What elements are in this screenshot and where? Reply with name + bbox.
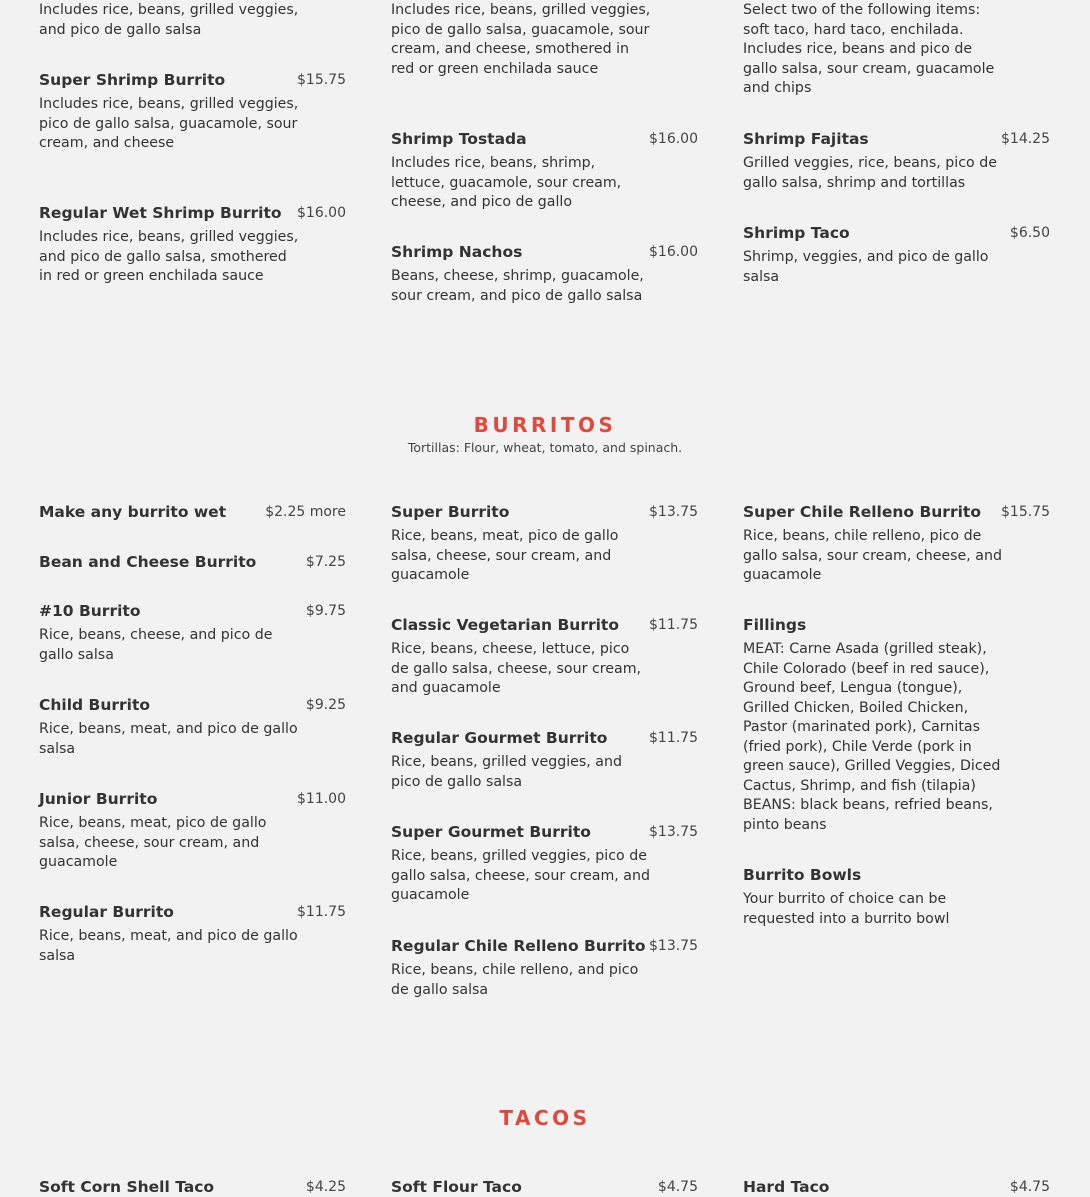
- item-name: Shrimp Fajitas: [743, 130, 869, 148]
- menu-item-soft-flour-taco: [391, 1177, 698, 1197]
- menu-item-classic-vegetarian-burrito: [391, 615, 698, 699]
- item-price: $6.50: [1009, 225, 1050, 241]
- section-subtitle-burritos: Tortillas: Flour, wheat, tomato, and spinach.: [407, 440, 683, 455]
- menu-item-fillings: [743, 615, 1050, 835]
- item-description: Includes rice, beans, grilled veggies, pico de gallo salsa, guacamole, sour cream, and cheese, smothered in red or green enchilada sauce: [391, 2, 651, 77]
- item-name: Regular Chile Relleno Burrito: [391, 937, 646, 955]
- item-description: Rice, beans, cheese, lettuce, pico de gallo salsa, cheese, sour cream, and guacamole: [391, 641, 642, 696]
- item-price: $9.75: [305, 603, 346, 619]
- item-name: Shrimp Nachos: [391, 243, 523, 261]
- item-name: Burrito Bowls: [743, 866, 862, 884]
- item-description: Includes rice, beans, grilled veggies, and pico de gallo salsa, smothered in red or green enchilada sauce: [39, 229, 299, 284]
- menu-item-regular-gourmet-burrito: [391, 728, 698, 792]
- item-name: Shrimp Tostada: [391, 130, 527, 148]
- item-description: Grilled veggies, rice, beans, pico de gallo salsa, shrimp and tortillas: [743, 155, 997, 191]
- menu-item-regular-wet-shrimp-burrito: [39, 203, 346, 287]
- item-name: Make any burrito wet: [39, 503, 227, 521]
- item-name: Regular Burrito: [39, 903, 174, 921]
- item-description: Shrimp, veggies, and pico de gallo salsa: [743, 249, 989, 285]
- item-name: Junior Burrito: [39, 790, 158, 808]
- menu-item-wet-burrito: [39, 502, 346, 522]
- item-name: Hard Taco: [743, 1178, 830, 1196]
- item-description: Rice, beans, grilled veggies, pico de gallo salsa, cheese, sour cream, and guacamole: [391, 848, 650, 903]
- item-description: Beans, cheese, shrimp, guacamole, sour cream, and pico de gallo salsa: [391, 268, 644, 304]
- item-description: Includes rice, beans, grilled veggies, pico de gallo salsa, guacamole, sour cream, and cheese: [39, 96, 299, 151]
- item-name: Super Burrito: [391, 503, 510, 521]
- menu-item-regular-burrito: [39, 902, 346, 966]
- item-description: Rice, beans, meat, and pico de gallo salsa: [39, 928, 298, 964]
- item-price: $16.00: [649, 244, 698, 260]
- item-price: $13.75: [649, 824, 698, 840]
- menu-item-bean-and-cheese-burrito: [39, 552, 346, 572]
- item-name: Classic Vegetarian Burrito: [391, 616, 619, 634]
- item-description: Rice, beans, chile relleno, and pico de gallo salsa: [391, 962, 639, 998]
- item-price: $4.75: [657, 1179, 698, 1195]
- item-description: Includes rice, beans, grilled veggies, and pico de gallo salsa: [39, 2, 299, 38]
- item-description: Rice, beans, meat, pico de gallo salsa, cheese, sour cream, and guacamole: [39, 815, 267, 870]
- menu-item-shrimp-fajitas: [743, 129, 1050, 193]
- menu-item-junior-burrito: [39, 789, 346, 873]
- item-price: $4.75: [1009, 1179, 1050, 1195]
- item-price: $11.75: [297, 904, 346, 920]
- section-title-tacos: TACOS: [499, 1106, 591, 1130]
- menu-item-10-burrito: [39, 601, 346, 665]
- item-name: Soft Corn Shell Taco: [39, 1178, 215, 1196]
- item-price: $9.25: [305, 697, 346, 713]
- menu-item-shrimp-nachos: [391, 242, 698, 306]
- item-description: Rice, beans, meat, pico de gallo salsa, cheese, sour cream, and guacamole: [391, 528, 619, 583]
- item-description: Rice, beans, meat, and pico de gallo salsa: [39, 721, 298, 757]
- item-name: Regular Gourmet Burrito: [391, 729, 608, 747]
- item-name: Bean and Cheese Burrito: [39, 553, 257, 571]
- menu-item-soft-corn-shell-taco: [39, 1177, 346, 1197]
- item-name: Super Chile Relleno Burrito: [743, 503, 981, 521]
- item-price: $15.75: [297, 72, 346, 88]
- item-name: Soft Flour Taco: [391, 1178, 522, 1196]
- menu-item-burrito-bowls: [743, 865, 1050, 929]
- menu-item-super-gourmet-burrito: [391, 822, 698, 906]
- menu-item-shrimp-tostada: [391, 129, 698, 213]
- item-description: Rice, beans, chile relleno, pico de gallo salsa, sour cream, cheese, and guacamole: [743, 528, 1002, 583]
- menu-item-shrimp-taco: [743, 223, 1050, 287]
- menu-item-super-shrimp-burrito: [39, 70, 346, 154]
- item-name: Regular Wet Shrimp Burrito: [39, 204, 282, 222]
- menu-item-regular-chile-relleno-burrito: [391, 936, 698, 1000]
- item-description: MEAT: Carne Asada (grilled steak), Chile Colorado (beef in red sauce), Ground beef, Lengua (tongue), Grilled Chicken, Boiled Chicken, Pastor (marinated pork), Carnitas (fried pork), Chile Verde (pork in green sauce), Grilled Veggies, Diced Cactus, Shrimp, and fish (tilapia) BEANS: black beans, refried beans, pinto beans: [743, 641, 1001, 833]
- item-price: $14.25: [1001, 131, 1050, 147]
- menu-item-super-burrito: [391, 502, 698, 586]
- item-description: Select two of the following items: soft taco, hard taco, enchilada. Includes rice, beans and pico de gallo salsa, sour cream, guacamole and chips: [743, 2, 995, 96]
- item-name: Super Gourmet Burrito: [391, 823, 591, 841]
- item-price: $11.00: [297, 791, 346, 807]
- item-description: Rice, beans, grilled veggies, and pico de gallo salsa: [391, 754, 622, 790]
- item-price: $16.00: [297, 205, 346, 221]
- menu-item-child-burrito: [39, 695, 346, 759]
- item-name: #10 Burrito: [39, 602, 141, 620]
- section-title-burritos: BURRITOS: [473, 413, 617, 437]
- item-price: $11.75: [649, 730, 698, 746]
- item-description: Rice, beans, cheese, and pico de gallo salsa: [39, 627, 273, 663]
- item-price: $11.75: [649, 617, 698, 633]
- item-price: $2.25 more: [265, 504, 346, 520]
- menu-item-super-chile-relleno-burrito: [743, 502, 1050, 586]
- item-description: Includes rice, beans, shrimp, lettuce, guacamole, sour cream, cheese, and pico de gallo: [391, 155, 622, 210]
- item-price: $7.25: [305, 554, 346, 570]
- item-name: Shrimp Taco: [743, 224, 850, 242]
- item-price: $13.75: [649, 938, 698, 954]
- item-name: Fillings: [743, 616, 807, 634]
- menu-item-hard-taco: [743, 1177, 1050, 1197]
- item-price: $4.25: [305, 1179, 346, 1195]
- item-description: Your burrito of choice can be requested into a burrito bowl: [743, 891, 950, 927]
- item-price: $16.00: [649, 131, 698, 147]
- item-price: $13.75: [649, 504, 698, 520]
- item-name: Super Shrimp Burrito: [39, 71, 226, 89]
- item-name: Child Burrito: [39, 696, 151, 714]
- item-price: $15.75: [1001, 504, 1050, 520]
